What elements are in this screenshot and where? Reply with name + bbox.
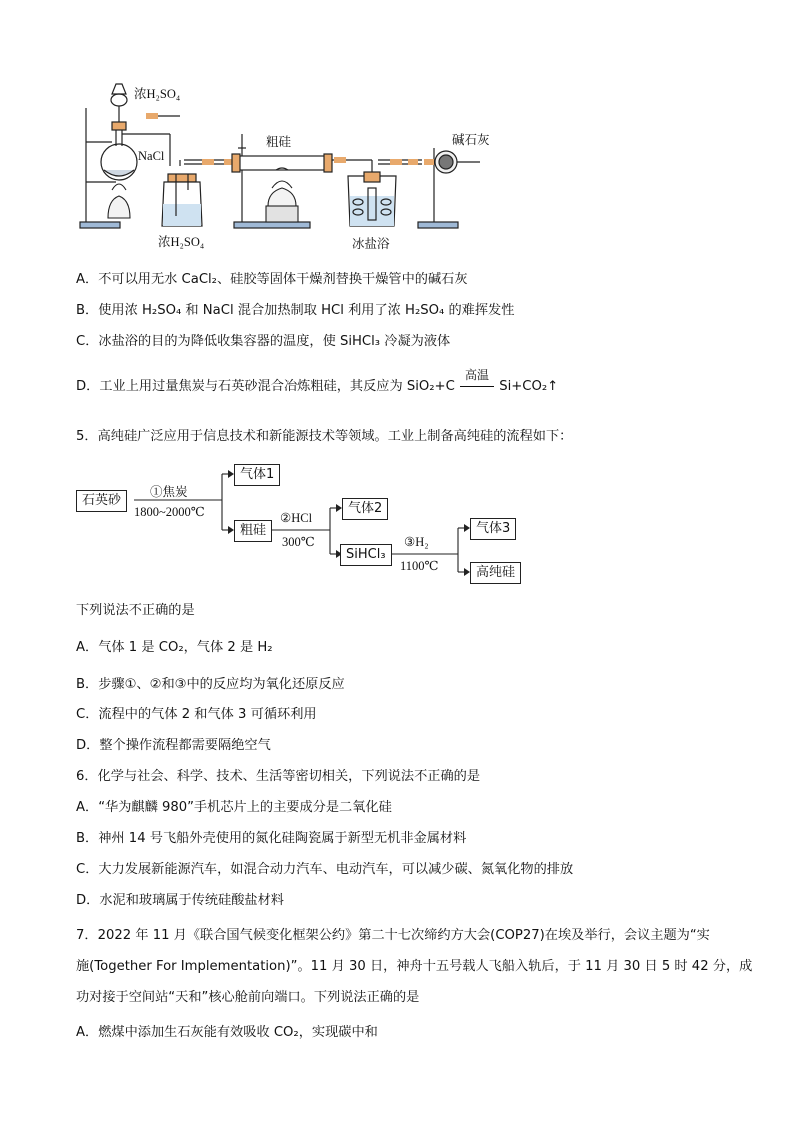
q4-option-d-prefix: D．工业上用过量焦炭与石英砂混合冶炼粗硅，其反应为 SiO₂+C (76, 379, 455, 394)
q4-option-d-suffix: Si+CO₂↑ (499, 379, 559, 394)
q6-option-c: C．大力发展新能源汽车，如混合动力汽车、电动汽车，可以减少碳、氮氧化物的排放 (76, 862, 574, 877)
node-gas2: 气体2 (342, 498, 388, 520)
q6-option-b: B．神州 14 号飞船外壳使用的氮化硅陶瓷属于新型无机非金属材料 (76, 831, 467, 846)
q4-option-d (76, 368, 559, 396)
step1-label: ①焦炭 (150, 485, 188, 499)
node-quartz-sand: 石英砂 (76, 490, 127, 512)
q7-stem-line2: 施(Together For Implementation)”。11 月 30 日，神舟十五号载人飞船入轨后，于 11 月 30 日 5 时 42 分，成 (76, 959, 753, 974)
q5-question: 下列说法不正确的是 (76, 603, 195, 618)
q7-stem-line1: 7．2022 年 11 月《联合国气候变化框架公约》第二十七次缔约方大会(COP27)在埃及举行，会议主题为“实 (76, 928, 710, 943)
node-gas3: 气体3 (470, 518, 516, 540)
label-conc-h2so4-bottom: 浓H₂SO₄ (158, 235, 205, 249)
reaction-arrow (459, 368, 495, 396)
step2-temp: 300℃ (282, 535, 315, 549)
combustion-tube (232, 154, 332, 172)
wash-bottle (162, 174, 202, 226)
step3-label: ③H₂ (404, 535, 429, 549)
node-crude-si: 粗硅 (234, 520, 272, 542)
q6-option-a: A．“华为麒麟 980”手机芯片上的主要成分是二氧化硅 (76, 800, 392, 815)
node-sihcl3: SiHCl₃ (340, 544, 392, 566)
q6-option-d: D．水泥和玻璃属于传统硅酸盐材料 (76, 893, 284, 908)
q4-option-c: C．冰盐浴的目的为降低收集容器的温度，使 SiHCl₃ 冷凝为液体 (76, 334, 451, 349)
q7-stem-line3: 功对接于空间站“天和”核心舱前向端口。下列说法正确的是 (76, 990, 420, 1005)
alcohol-lamp-1 (108, 184, 130, 218)
apparatus-diagram (72, 78, 512, 260)
alcohol-lamp-2 (266, 181, 298, 222)
q5-option-b: B．步骤①、②和③中的反应均为氧化还原反应 (76, 677, 345, 692)
step3-temp: 1100℃ (400, 559, 439, 573)
label-crude-si: 粗硅 (266, 134, 292, 149)
q7-option-a: A．燃煤中添加生石灰能有效吸收 CO₂，实现碳中和 (76, 1025, 378, 1040)
label-conc-h2so4-top: 浓H₂SO₄ (134, 87, 181, 101)
label-nacl: NaCl (138, 149, 165, 163)
node-gas1: 气体1 (234, 464, 280, 486)
q5-option-c: C．流程中的气体 2 和气体 3 可循环利用 (76, 707, 317, 722)
q4-option-b: B．使用浓 H₂SO₄ 和 NaCl 混合加热制取 HCl 利用了浓 H₂SO₄ 的难挥发性 (76, 303, 515, 318)
reaction-condition: 高温 (465, 368, 490, 382)
q5-option-a: A．气体 1 是 CO₂，气体 2 是 H₂ (76, 640, 273, 655)
process-flowchart (74, 458, 534, 586)
label-ice-bath: 冰盐浴 (352, 236, 390, 251)
q6-stem: 6．化学与社会、科学、技术、生活等密切相关，下列说法不正确的是 (76, 769, 481, 784)
ice-bath-beaker (348, 172, 396, 226)
step1-temp: 1800~2000℃ (134, 505, 205, 519)
node-high-purity-si: 高纯硅 (470, 562, 521, 584)
q4-option-a: A．不可以用无水 CaCl₂、硅胶等固体干燥剂替换干燥管中的碱石灰 (76, 272, 468, 287)
q5-stem: 5．高纯硅广泛应用于信息技术和新能源技术等领域。工业上制备高纯硅的流程如下： (76, 429, 573, 444)
label-soda-lime: 碱石灰 (452, 132, 490, 147)
drying-tube (424, 151, 480, 173)
q5-option-d: D．整个操作流程都需要隔绝空气 (76, 738, 271, 753)
step2-label: ②HCl (280, 511, 313, 525)
